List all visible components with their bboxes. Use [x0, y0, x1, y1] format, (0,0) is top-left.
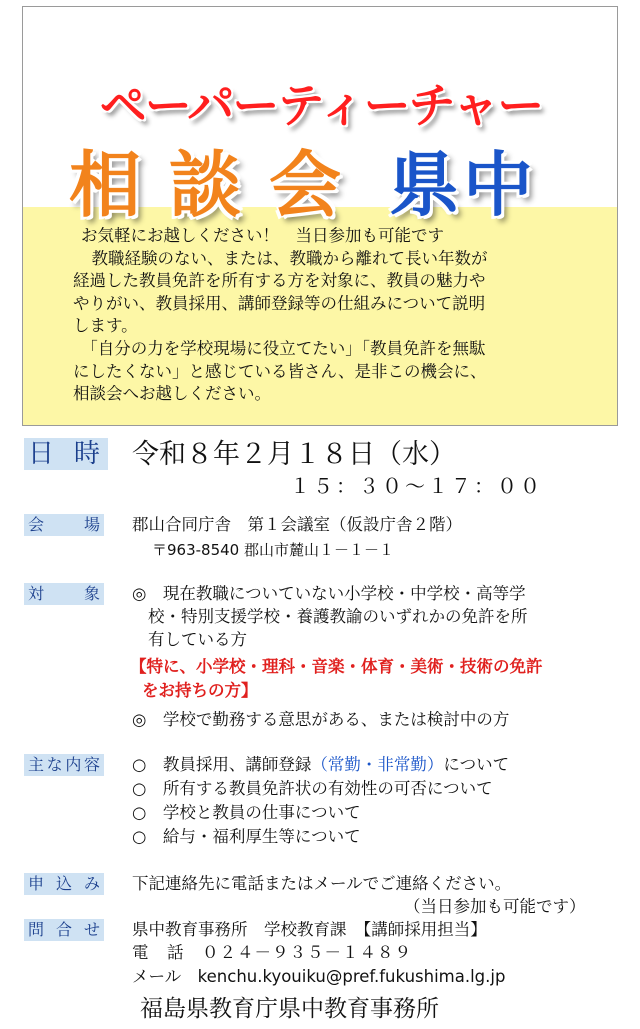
intro-text [51, 225, 591, 406]
content-item2: ○ 所有する教員免許状の有効性の可否について [132, 779, 493, 798]
target-label: 対象 [24, 583, 104, 605]
target-emphasis1: 【特に、小学校・理科・音楽・体育・美術・技術の免許 [130, 657, 543, 676]
intro-line: お気軽にお越しください！ 当日参加も可能です [81, 226, 444, 245]
content-item1-pre: ○ 教員採用、講師登録 [132, 755, 312, 774]
hero-panel [22, 6, 618, 426]
apply-label: 申込み [24, 873, 104, 895]
target-line2: 校・特別支援学校・養護教諭のいずれかの免許を所 [148, 607, 528, 626]
intro-line: 「自分の力を学校現場に役立てたい」「教員免許を無駄 [73, 338, 486, 358]
title-main: ペーパーティーチャー [99, 79, 543, 134]
intro-line: 教職経験のない、または、教職から離れて長い年数が [75, 248, 488, 268]
intro-line: します。 [73, 316, 138, 336]
intro-line: 経過した教員免許を所有する方を対象に、教員の魅力や [73, 271, 486, 291]
venue-label: 会場 [24, 514, 104, 536]
apply-line2: （当日参加も可能です） [404, 897, 586, 916]
content-item1-post: について [443, 755, 510, 774]
content-item1-emphasis: （常勤・非常勤） [311, 755, 444, 774]
date-main: 令和８年２月１８日（水） [132, 439, 456, 470]
contact-label: 問合せ [24, 919, 104, 941]
venue-line1: 郡山合同庁舎 第１会議室（仮設庁舎２階） [132, 515, 462, 534]
title-sub: 相談会 [69, 143, 370, 227]
date-time: １５：３０～１７：００ [290, 474, 543, 498]
intro-line: やりがい、教員採用、講師登録等の仕組みについて説明 [73, 293, 486, 313]
title-pref: 県中 [389, 144, 537, 226]
content-item3: ○ 学校と教員の仕事について [132, 803, 361, 822]
target-line4: ◎ 学校で勤務する意思がある、または検討中の方 [132, 710, 510, 729]
footer-organization: 福島県教育庁県中教育事務所 [140, 996, 439, 1022]
contact-dept: 県中教育事務所 学校教育課 【講師採用担当】 [132, 920, 487, 939]
apply-line1: 下記連絡先に電話またはメールでご連絡ください。 [132, 874, 512, 893]
target-emphasis2: をお持ちの方】 [142, 681, 258, 700]
intro-line: にしたくない」と感じている皆さん、是非この機会に、 [73, 361, 487, 381]
contact-tel: 電 話 ０２４－９３５－１４８９ [132, 943, 412, 962]
target-line3: 有している方 [148, 630, 247, 649]
venue-address: 〒963-8540 郡山市麓山１－１－１ [152, 541, 394, 559]
content-item1 [132, 754, 509, 776]
content-label: 主な内容 [24, 754, 104, 776]
target-line1: ◎ 現在教職についていない小学校・中学校・高等学 [132, 584, 526, 603]
intro-line: 相談会へお越しください。 [73, 384, 271, 404]
contact-mail: メール kenchu.kyouiku@pref.fukushima.lg.jp [132, 967, 506, 986]
content-item4: ○ 給与・福利厚生等について [132, 827, 361, 846]
date-label: 日時 [24, 438, 108, 470]
